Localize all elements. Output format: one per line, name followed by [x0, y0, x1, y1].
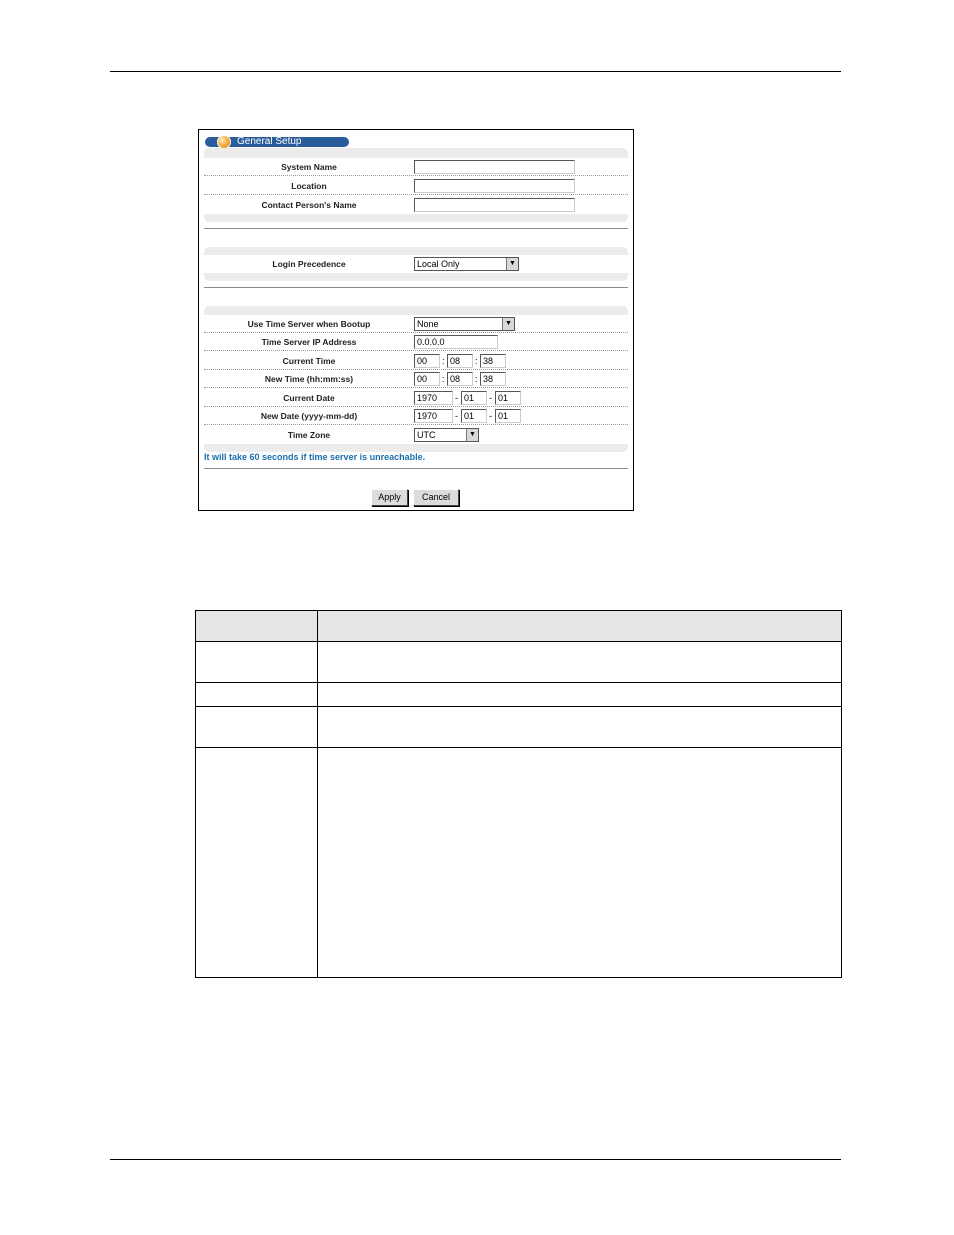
cancel-button[interactable]: Cancel	[413, 489, 459, 506]
new-time-ss-input[interactable]: 38	[480, 372, 506, 386]
chevron-down-icon: ▼	[506, 258, 518, 270]
location-label: Location	[291, 181, 327, 191]
section-divider	[204, 468, 628, 469]
contact-row	[204, 196, 628, 214]
use-time-server-value: None	[417, 319, 439, 329]
new-date-yyyy-input[interactable]: 1970	[414, 409, 453, 423]
table-column-divider	[317, 611, 318, 977]
login-panel	[204, 247, 628, 281]
new-time-mm-input[interactable]: 08	[447, 372, 473, 386]
current-time-ss: 38	[480, 354, 506, 368]
new-date-label: New Date (yyyy-mm-dd)	[260, 411, 358, 421]
time-server-note: It will take 60 seconds if time server is unreachable.	[204, 452, 426, 462]
contact-label: Contact Person's Name	[261, 200, 357, 210]
footer-rule	[110, 1159, 841, 1160]
panel-title: General Setup	[237, 136, 302, 147]
login-precedence-value: Local Only	[417, 259, 460, 269]
chevron-down-icon: ▼	[466, 429, 478, 441]
date-separator: -	[455, 411, 458, 421]
time-server-ip-label: Time Server IP Address	[261, 337, 357, 347]
current-time-mm: 08	[447, 354, 473, 368]
new-date-mm-input[interactable]: 01	[461, 409, 487, 423]
apply-button[interactable]: Apply	[371, 489, 408, 506]
section-divider	[204, 287, 628, 288]
system-name-input[interactable]	[414, 160, 575, 174]
section-divider	[204, 228, 628, 229]
new-time-label: New Time (hh:mm:ss)	[264, 374, 354, 384]
system-info-panel	[204, 148, 628, 222]
current-time-label: Current Time	[282, 356, 336, 366]
current-date-dd: 01	[495, 391, 521, 405]
header-rule	[110, 71, 841, 72]
date-separator: -	[455, 393, 458, 403]
login-precedence-label: Login Precedence	[272, 259, 346, 269]
time-separator: :	[442, 356, 445, 366]
location-row	[204, 177, 628, 195]
current-date-mm: 01	[461, 391, 487, 405]
table-row-divider	[196, 747, 841, 748]
use-time-server-row	[204, 315, 628, 333]
date-separator: -	[489, 393, 492, 403]
time-separator: :	[475, 374, 478, 384]
time-server-ip-row	[204, 333, 628, 351]
time-separator: :	[442, 374, 445, 384]
system-name-label: System Name	[281, 162, 337, 172]
use-time-server-select[interactable]	[414, 317, 515, 331]
location-input[interactable]	[414, 179, 575, 193]
table-header-row	[196, 611, 841, 642]
new-time-row	[204, 370, 628, 388]
orb-icon	[217, 135, 231, 149]
date-separator: -	[489, 411, 492, 421]
field-description-table	[195, 610, 842, 978]
chevron-down-icon: ▼	[502, 318, 514, 330]
contact-input[interactable]	[414, 198, 575, 212]
current-date-yyyy: 1970	[414, 391, 453, 405]
table-row-divider	[196, 706, 841, 707]
time-zone-row	[204, 426, 628, 444]
system-name-row	[204, 158, 628, 176]
new-date-row	[204, 407, 628, 425]
time-separator: :	[475, 356, 478, 366]
general-setup-screenshot	[198, 129, 634, 511]
use-time-server-label: Use Time Server when Bootup	[247, 319, 371, 329]
new-date-dd-input[interactable]: 01	[495, 409, 521, 423]
table-row-divider	[196, 682, 841, 683]
time-zone-label: Time Zone	[287, 430, 331, 440]
time-zone-value: UTC	[417, 430, 436, 440]
current-date-label: Current Date	[283, 393, 335, 403]
time-panel	[204, 306, 628, 452]
new-time-hh-input[interactable]: 00	[414, 372, 440, 386]
time-zone-select[interactable]	[414, 428, 479, 442]
current-time-hh: 00	[414, 354, 440, 368]
login-precedence-select[interactable]	[414, 257, 519, 271]
current-date-row	[204, 389, 628, 407]
current-time-row	[204, 352, 628, 370]
login-precedence-row	[204, 255, 628, 273]
time-server-ip-input[interactable]: 0.0.0.0	[414, 335, 498, 349]
